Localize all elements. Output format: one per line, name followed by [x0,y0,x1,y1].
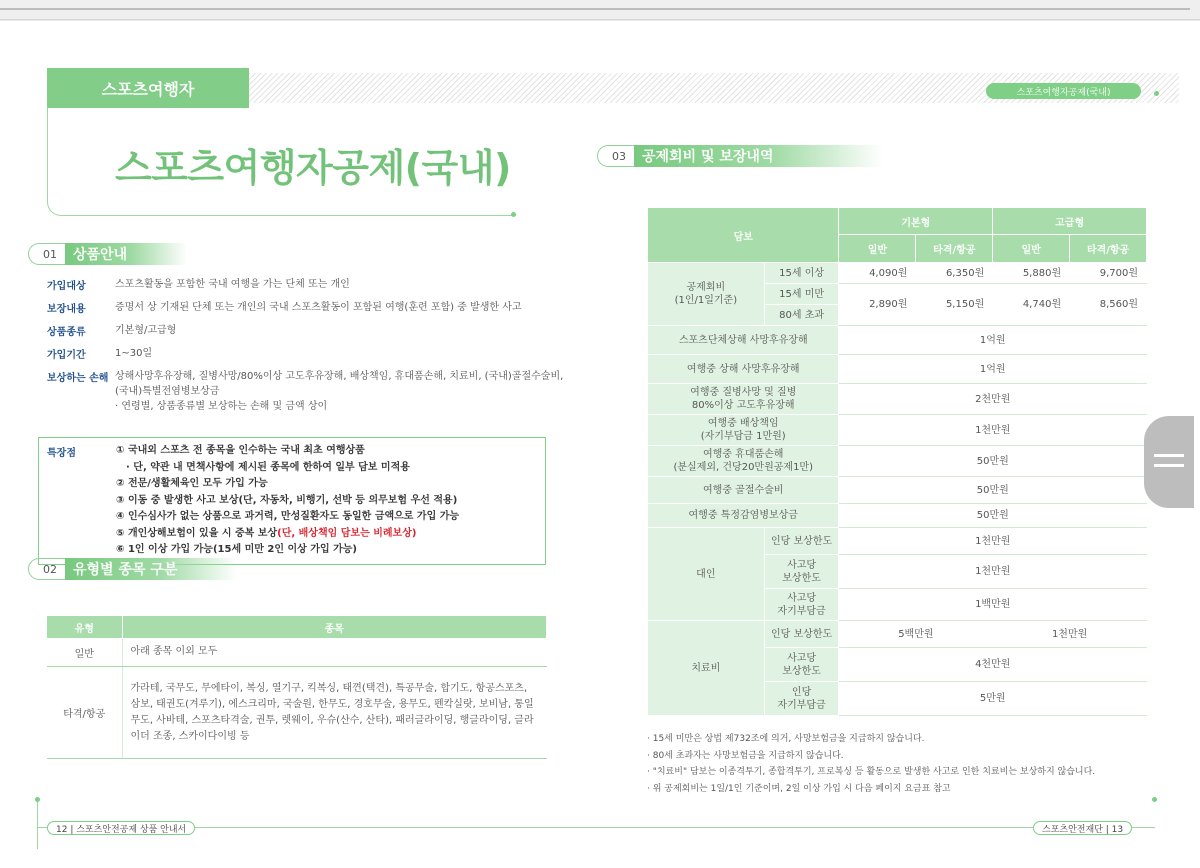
sub-label: 사고당 보상한도 [764,555,839,589]
feature-highlight: (단, 배상책임 담보는 비례보상) [277,527,417,539]
cover-value: 1천만원 [839,528,1147,555]
footnote: · "치료비" 담보는 이종격투기, 종합격투기, 프로복싱 등 활동으로 발생한 사고로 인한 치료비는 보상하지 않습니다. [647,767,1096,777]
section-title: 유형별 종목 구분 [65,558,237,580]
cover-value: 4천만원 [839,648,1147,682]
cover-value: 5백만원 [839,621,993,648]
section-header-02 [28,558,237,580]
sub-label: 사고당 보상한도 [764,648,839,682]
features-key: 특장점 [47,448,76,459]
info-row [47,369,563,414]
cover-value: 50만원 [839,446,1147,477]
footnote: · 위 공제회비는 1일/1인 기준이며, 2일 이상 가입 시 다음 페이지 요금표 참고 [647,783,951,794]
table-header: 유형 [47,616,122,638]
footnote: · 15세 미만은 상법 제732조에 의거, 사망보험금을 지급하지 않습니다. [647,734,925,744]
info-value: 증명서 상 기재된 단체 또는 개인의 국내 스포츠활동이 포함된 여행(훈련 포함) 중 발생한 사고 [115,302,522,313]
fee-cell: 8,560원 [1070,284,1147,326]
fee-cell: 5,150원 [916,284,993,326]
header-general: 일반 [839,235,916,263]
header-strike: 타격/항공 [916,235,993,263]
age-cell: 15세 이상 [764,263,839,284]
section-header-01 [28,243,187,265]
fee-cell: 4,090원 [839,263,916,284]
header-general: 일반 [993,235,1070,263]
cover-value: 2천만원 [839,384,1147,415]
section-title: 상품안내 [65,243,187,265]
cover-value: 1억원 [839,326,1147,355]
cover-label: 여행중 배상책임 (자기부담금 1만원) [648,415,839,446]
info-value: 상해사망후유장해, 질병사망/80%이상 고도후유장해, 배상책임, 휴대품손해, 치료비, (국내)골절수술비, [115,371,564,382]
treat-label: 치료비 [648,621,765,716]
footer-rule [37,801,38,849]
decor-dot [511,212,516,217]
top-page-pill: 스포츠여행자공제(국내) [986,83,1141,99]
features-box [38,437,546,565]
footer-left: 12 | 스포츠안전공제 상품 안내서 [47,821,195,835]
cover-value: 1억원 [839,355,1147,384]
sub-label: 인당 보상한도 [764,621,839,648]
info-row [47,346,152,361]
age-cell: 15세 미만 [764,284,839,305]
footer-right: 스포츠안전재단 | 13 [1033,821,1132,835]
cover-label: 스포츠단체상해 사망후유장해 [648,326,839,355]
cover-value: 50만원 [839,504,1147,528]
info-note: · 연령별, 상품종류별 보상하는 손해 및 금액 상이 [115,401,328,412]
sports-cell: 가라테, 국무도, 무에타이, 복싱, 열기구, 킥복싱, 태껸(택견), 특공무술, 합기도, 항공스포츠, 삼보, 태권도(겨루기), 에스크리마, 국술원, 한무도, 경호무술, 용무도, 펜칵실랏, 보비남, 통일무도, 사바테, 스포츠타격술, 권투, 렛웨이, 우슈(산수, 산타), 패러글라이딩, 행글라이딩, 글라이더 조종, 스카이다이빙 등 [122,667,547,759]
type-table [47,616,547,759]
document-page [0,21,1200,868]
info-row [47,277,350,292]
cover-label: 여행중 상해 사망후유장해 [648,355,839,384]
section-number: 02 [28,558,65,580]
cover-label: 여행중 골절수술비 [648,477,839,504]
cover-value: 1천만원 [993,621,1147,648]
category-tab: 스포츠여행자 [47,68,249,108]
footnotes [647,731,1095,797]
sports-cell: 아래 종목 이외 모두 [122,638,547,667]
info-row [47,323,176,338]
feature-item: ② 전문/생활체육인 모두 가입 가능 [116,478,268,489]
fee-cell: 4,740원 [993,284,1070,326]
info-value-block [115,369,563,414]
fee-cell: 9,700원 [1070,263,1147,284]
top-divider [0,8,1190,10]
table-row [47,638,547,667]
menu-icon [1154,464,1184,467]
fee-cell: 5,880원 [993,263,1070,284]
header-premium: 고급형 [993,208,1147,235]
viewer-top-bar [0,0,1200,20]
decor-dot [1152,797,1157,802]
info-key: 보장내용 [47,304,86,315]
footer-rule [37,827,1155,828]
info-value: 기본형/고급형 [115,325,177,336]
coverage-table [647,207,1147,716]
info-value: 스포츠활동을 포함한 국내 여행을 가는 단체 또는 개인 [115,279,350,290]
cover-value: 1백만원 [839,589,1147,621]
footnote: · 80세 초과자는 사망보험금을 지급하지 않습니다. [647,750,844,761]
sub-label: 인당 자기부담금 [764,682,839,716]
header-cover: 담보 [648,208,839,263]
cover-label: 여행중 질병사망 및 질병 80%이상 고도후유장해 [648,384,839,415]
section-title: 공제회비 및 보장내역 [634,145,883,167]
decor-dot [35,797,40,802]
cover-value: 5만원 [839,682,1147,716]
feature-item [116,526,459,543]
page-title: 스포츠여행자공제(국내) [115,146,511,190]
side-menu-handle[interactable] [1144,416,1194,508]
feature-item: ⑥ 1인 이상 가입 가능(15세 미만 2인 이상 가입 가능) [116,544,357,555]
age-cell: 80세 초과 [764,305,839,326]
info-key: 가입대상 [47,281,86,292]
section-number: 01 [28,243,65,265]
feature-item: ③ 이동 중 발생한 사고 보상(단, 자동차, 비행기, 선박 등 의무보험 우선 적용) [116,494,458,506]
decor-dot [1154,91,1159,96]
cover-value: 1천만원 [839,415,1147,446]
daein-label: 대인 [648,528,765,621]
header-basic: 기본형 [839,208,993,235]
fee-cell: 6,350원 [916,263,993,284]
feature-subitem: · 단, 약관 내 면책사항에 제시된 종목에 한하여 일부 담보 미적용 [126,461,410,473]
header-strike: 타격/항공 [1070,235,1147,263]
type-cell: 타격/항공 [47,667,122,759]
fee-cell: 2,890원 [839,284,916,326]
section-header-03 [597,145,883,167]
info-row [47,300,522,315]
info-key: 가입기간 [47,350,86,361]
info-key: 보상하는 손해 [47,373,109,384]
info-value: 1~30일 [115,348,153,359]
table-row [47,667,547,759]
cover-label: 여행중 특정감염병보상금 [648,504,839,528]
feature-text: ⑤ 개인상해보험이 있을 시 중복 보상 [116,527,278,539]
info-key: 상품종류 [47,327,86,338]
type-cell: 일반 [47,638,122,667]
cover-value: 1천만원 [839,555,1147,589]
menu-icon [1154,454,1184,457]
features-list [116,443,459,559]
feature-item: ① 국내외 스포츠 전 종목을 인수하는 국내 최초 여행상품 [116,445,365,456]
cover-label: 여행중 휴대품손해 (분실제외, 건당20만원공제1만) [648,446,839,477]
table-header: 종목 [122,616,547,638]
sub-label: 인당 보상한도 [764,528,839,555]
fee-label: 공제회비 (1인/1일기준) [648,263,765,326]
sub-label: 사고당 자기부담금 [764,589,839,621]
section-number: 03 [597,145,634,167]
cover-value: 50만원 [839,477,1147,504]
info-value: (국내)특별전염병보상금 [115,386,220,397]
feature-item: ④ 인수심사가 없는 상품으로 과거력, 만성질환자도 동일한 금액으로 가입 가능 [116,511,460,522]
